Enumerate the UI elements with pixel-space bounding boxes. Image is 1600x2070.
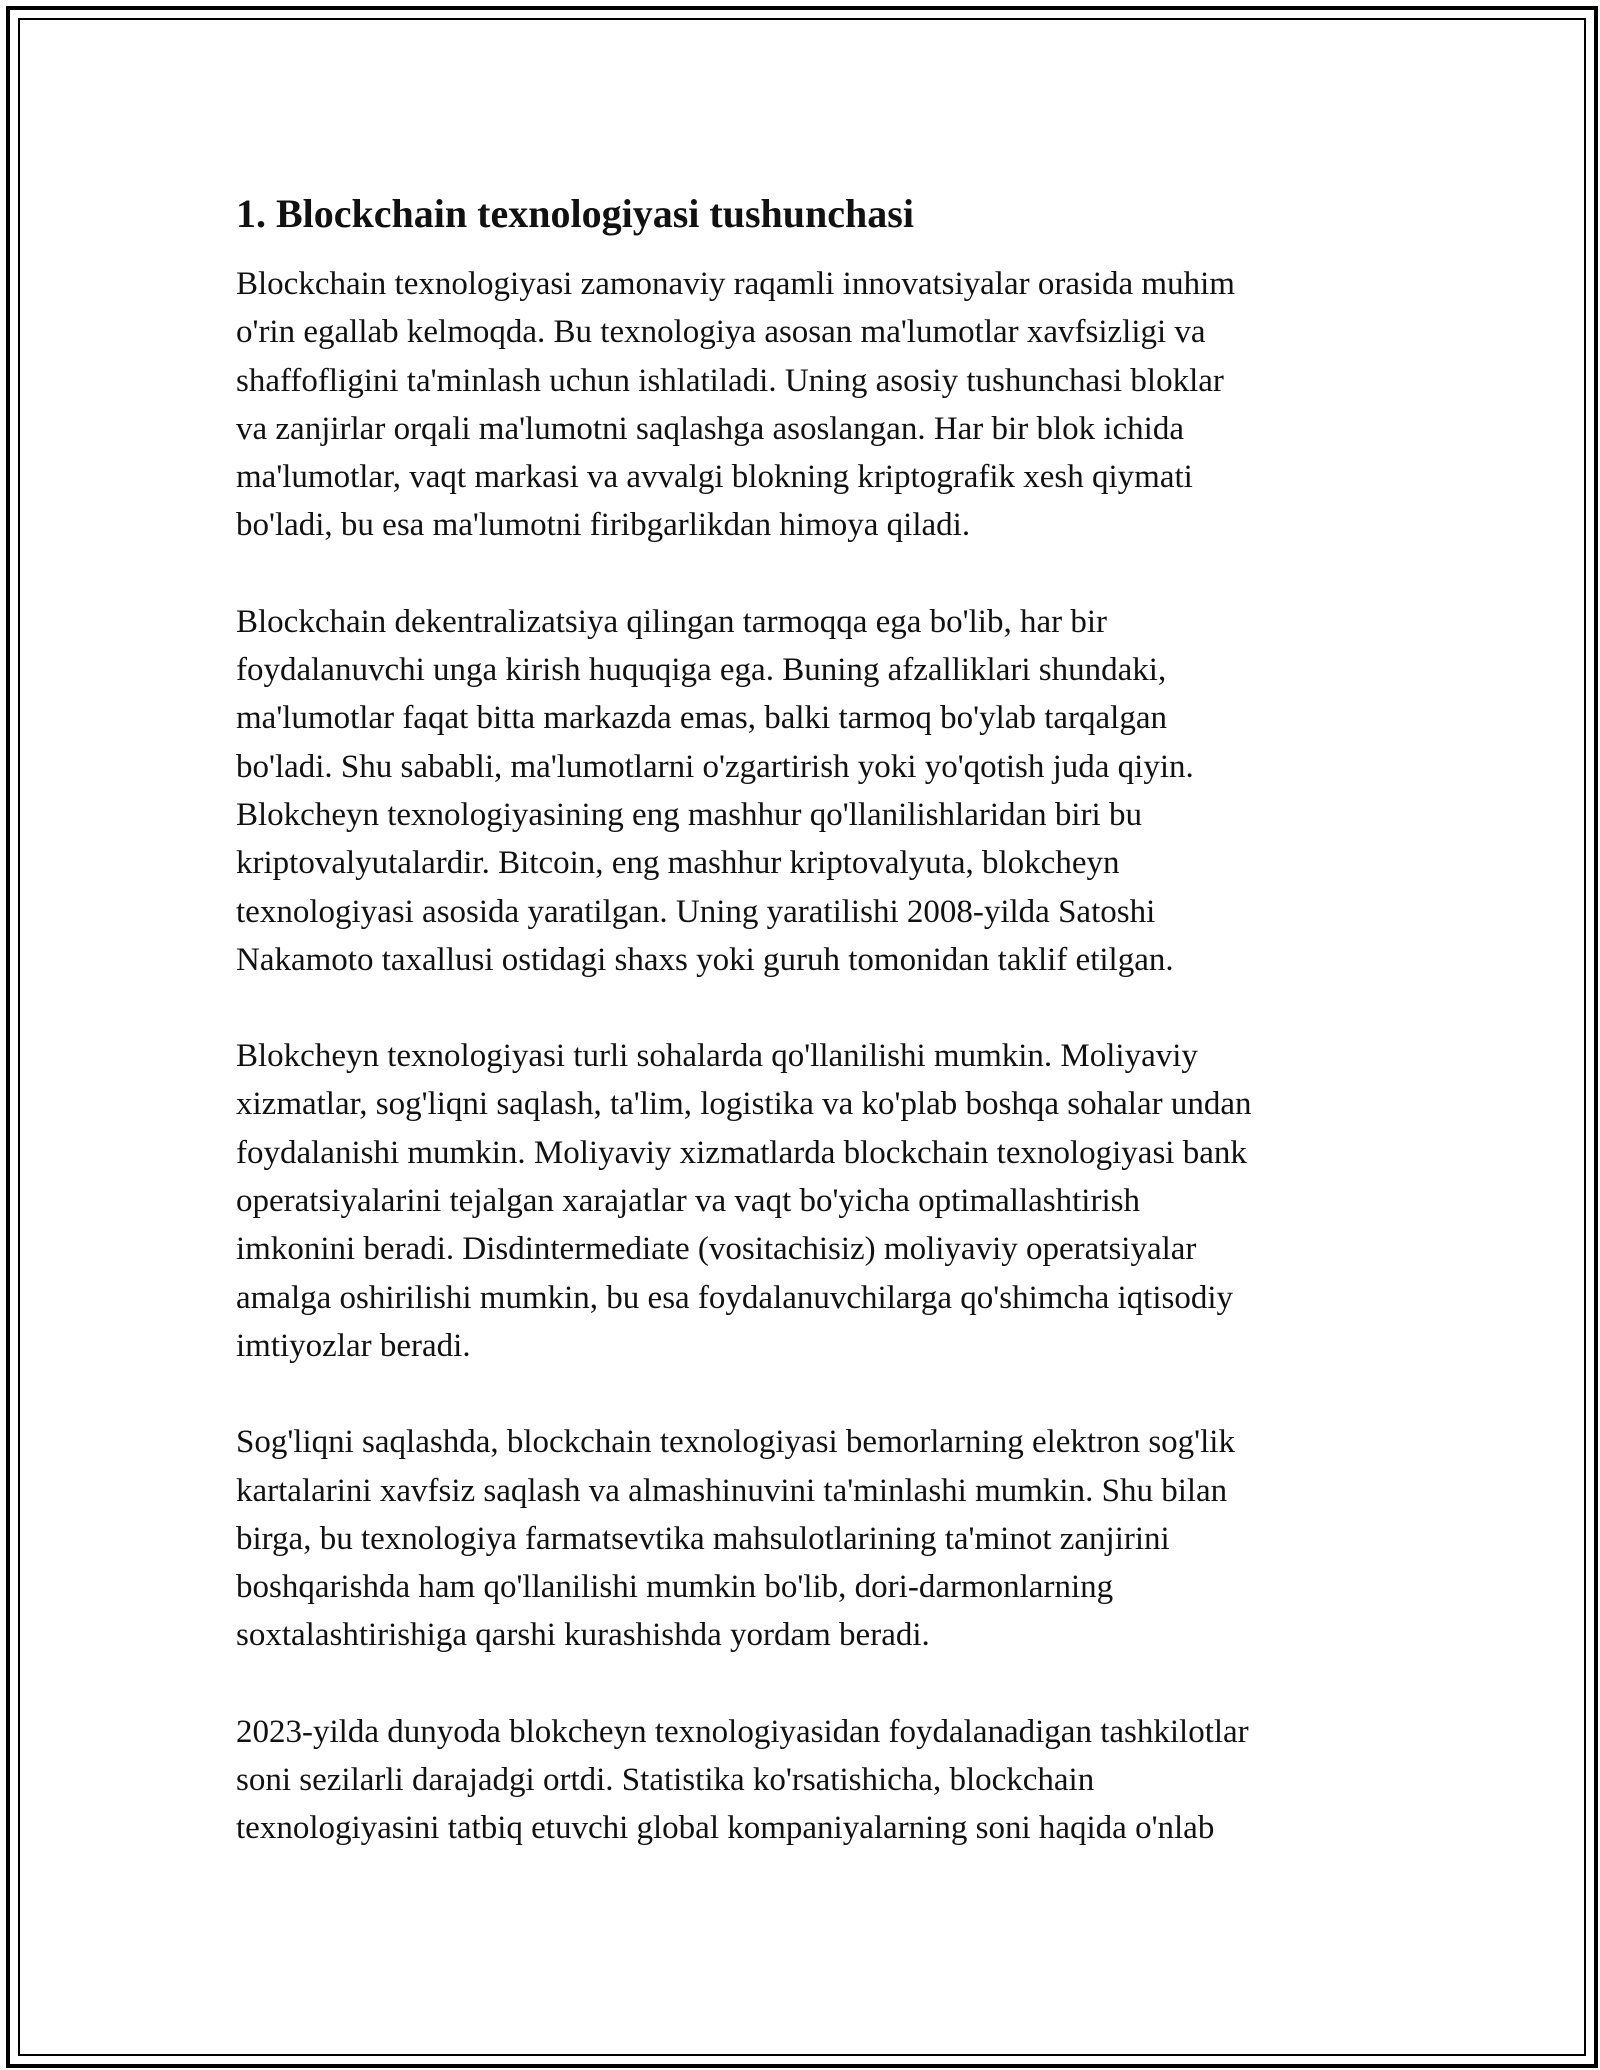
text-line: soxtalashtirishiga qarshi kurashishda yordam beradi. xyxy=(236,1617,930,1654)
text-line: boshqarishda ham qo'llanilishi mumkin bo'lib, dori-darmonlarning xyxy=(236,1569,1114,1606)
text-line: imtiyozlar beradi. xyxy=(236,1327,471,1364)
document-body xyxy=(236,186,1376,1901)
text-line: soni sezilarli darajadgi ortdi. Statistika ko'rsatishicha, blockchain xyxy=(236,1762,1095,1799)
text-line: amalga oshirilishi mumkin, bu esa foydalanuvchilarga qo'shimcha iqtisodiy xyxy=(236,1279,1233,1316)
text-line: texnologiyasi asosida yaratilgan. Uning yaratilishi 2008-yilda Satoshi xyxy=(236,893,1156,930)
text-line: Blokcheyn texnologiyasining eng mashhur qo'llanilishlaridan biri bu xyxy=(236,796,1142,833)
paragraph-2 xyxy=(236,598,1376,984)
text-line: ma'lumotlar faqat bitta markazda emas, balki tarmoq bo'ylab tarqalgan xyxy=(236,700,1167,737)
text-line: Blokcheyn texnologiyasi turli sohalarda qo'llanilishi mumkin. Moliyaviy xyxy=(236,1038,1198,1075)
text-line: shaffofligini ta'minlash uchun ishlatiladi. Uning asosiy tushunchasi bloklar xyxy=(236,362,1224,399)
text-line: ma'lumotlar, vaqt markasi va avvalgi blokning kriptografik xesh qiymati xyxy=(236,459,1193,496)
text-line: bo'ladi, bu esa ma'lumotni firibgarlikdan himoya qiladi. xyxy=(236,507,971,544)
text-line: va zanjirlar orqali ma'lumotni saqlashga asoslangan. Har bir blok ichida xyxy=(236,410,1184,447)
text-line: o'rin egallab kelmoqda. Bu texnologiya asosan ma'lumotlar xavfsizligi va xyxy=(236,314,1206,351)
text-line: kartalarini xavfsiz saqlash va almashinuvini ta'minlashi mumkin. Shu bilan xyxy=(236,1472,1228,1509)
paragraph-5 xyxy=(236,1708,1376,1853)
text-line: birga, bu texnologiya farmatsevtika mahsulotlarining ta'minot zanjirini xyxy=(236,1520,1170,1557)
paragraph-4 xyxy=(236,1418,1376,1659)
text-line: Blockchain texnologiyasi zamonaviy raqamli innovatsiyalar orasida muhim xyxy=(236,266,1235,302)
text-line: 2023-yilda dunyoda blokcheyn texnologiyasidan foydalanadigan tashkilotlar xyxy=(236,1713,1249,1750)
text-line: foydalanuvchi unga kirish huquqiga ega. Buning afzalliklari shundaki, xyxy=(236,652,1167,689)
text-line: imkonini beradi. Disdintermediate (vositachisiz) moliyaviy operatsiyalar xyxy=(236,1231,1197,1268)
text-line: xizmatlar, sog'liqni saqlash, ta'lim, logistika va ko'plab boshqa sohalar undan xyxy=(236,1086,1252,1123)
text-line: kriptovalyutalardir. Bitcoin, eng mashhur kriptovalyuta, blokcheyn xyxy=(236,845,1120,882)
text-line: bo'ladi. Shu sababli, ma'lumotlarni o'zgartirish yoki yo'qotish juda qiyin. xyxy=(236,748,1194,785)
text-line: Blockchain dekentralizatsiya qilingan tarmoqqa ega bo'lib, har bir xyxy=(236,603,1107,640)
text-line: Sog'liqni saqlashda, blockchain texnologiyasi bemorlarning elektron sog'lik xyxy=(236,1424,1235,1461)
text-line: foydalanishi mumkin. Moliyaviy xizmatlarda blockchain texnologiyasi bank xyxy=(236,1134,1247,1171)
text-line: Nakamoto taxallusi ostidagi shaxs yoki guruh tomonidan taklif etilgan. xyxy=(236,941,1174,978)
paragraph-3 xyxy=(236,1032,1376,1370)
text-line: texnologiyasini tatbiq etuvchi global kompaniyalarning soni haqida o'nlab xyxy=(236,1810,1215,1847)
paragraph-1 xyxy=(236,260,1376,550)
text-line: operatsiyalarini tejalgan xarajatlar va vaqt bo'yicha optimallashtirish xyxy=(236,1183,1140,1220)
section-heading: 1. Blockchain texnologiyasi tushunchasi xyxy=(236,191,914,236)
